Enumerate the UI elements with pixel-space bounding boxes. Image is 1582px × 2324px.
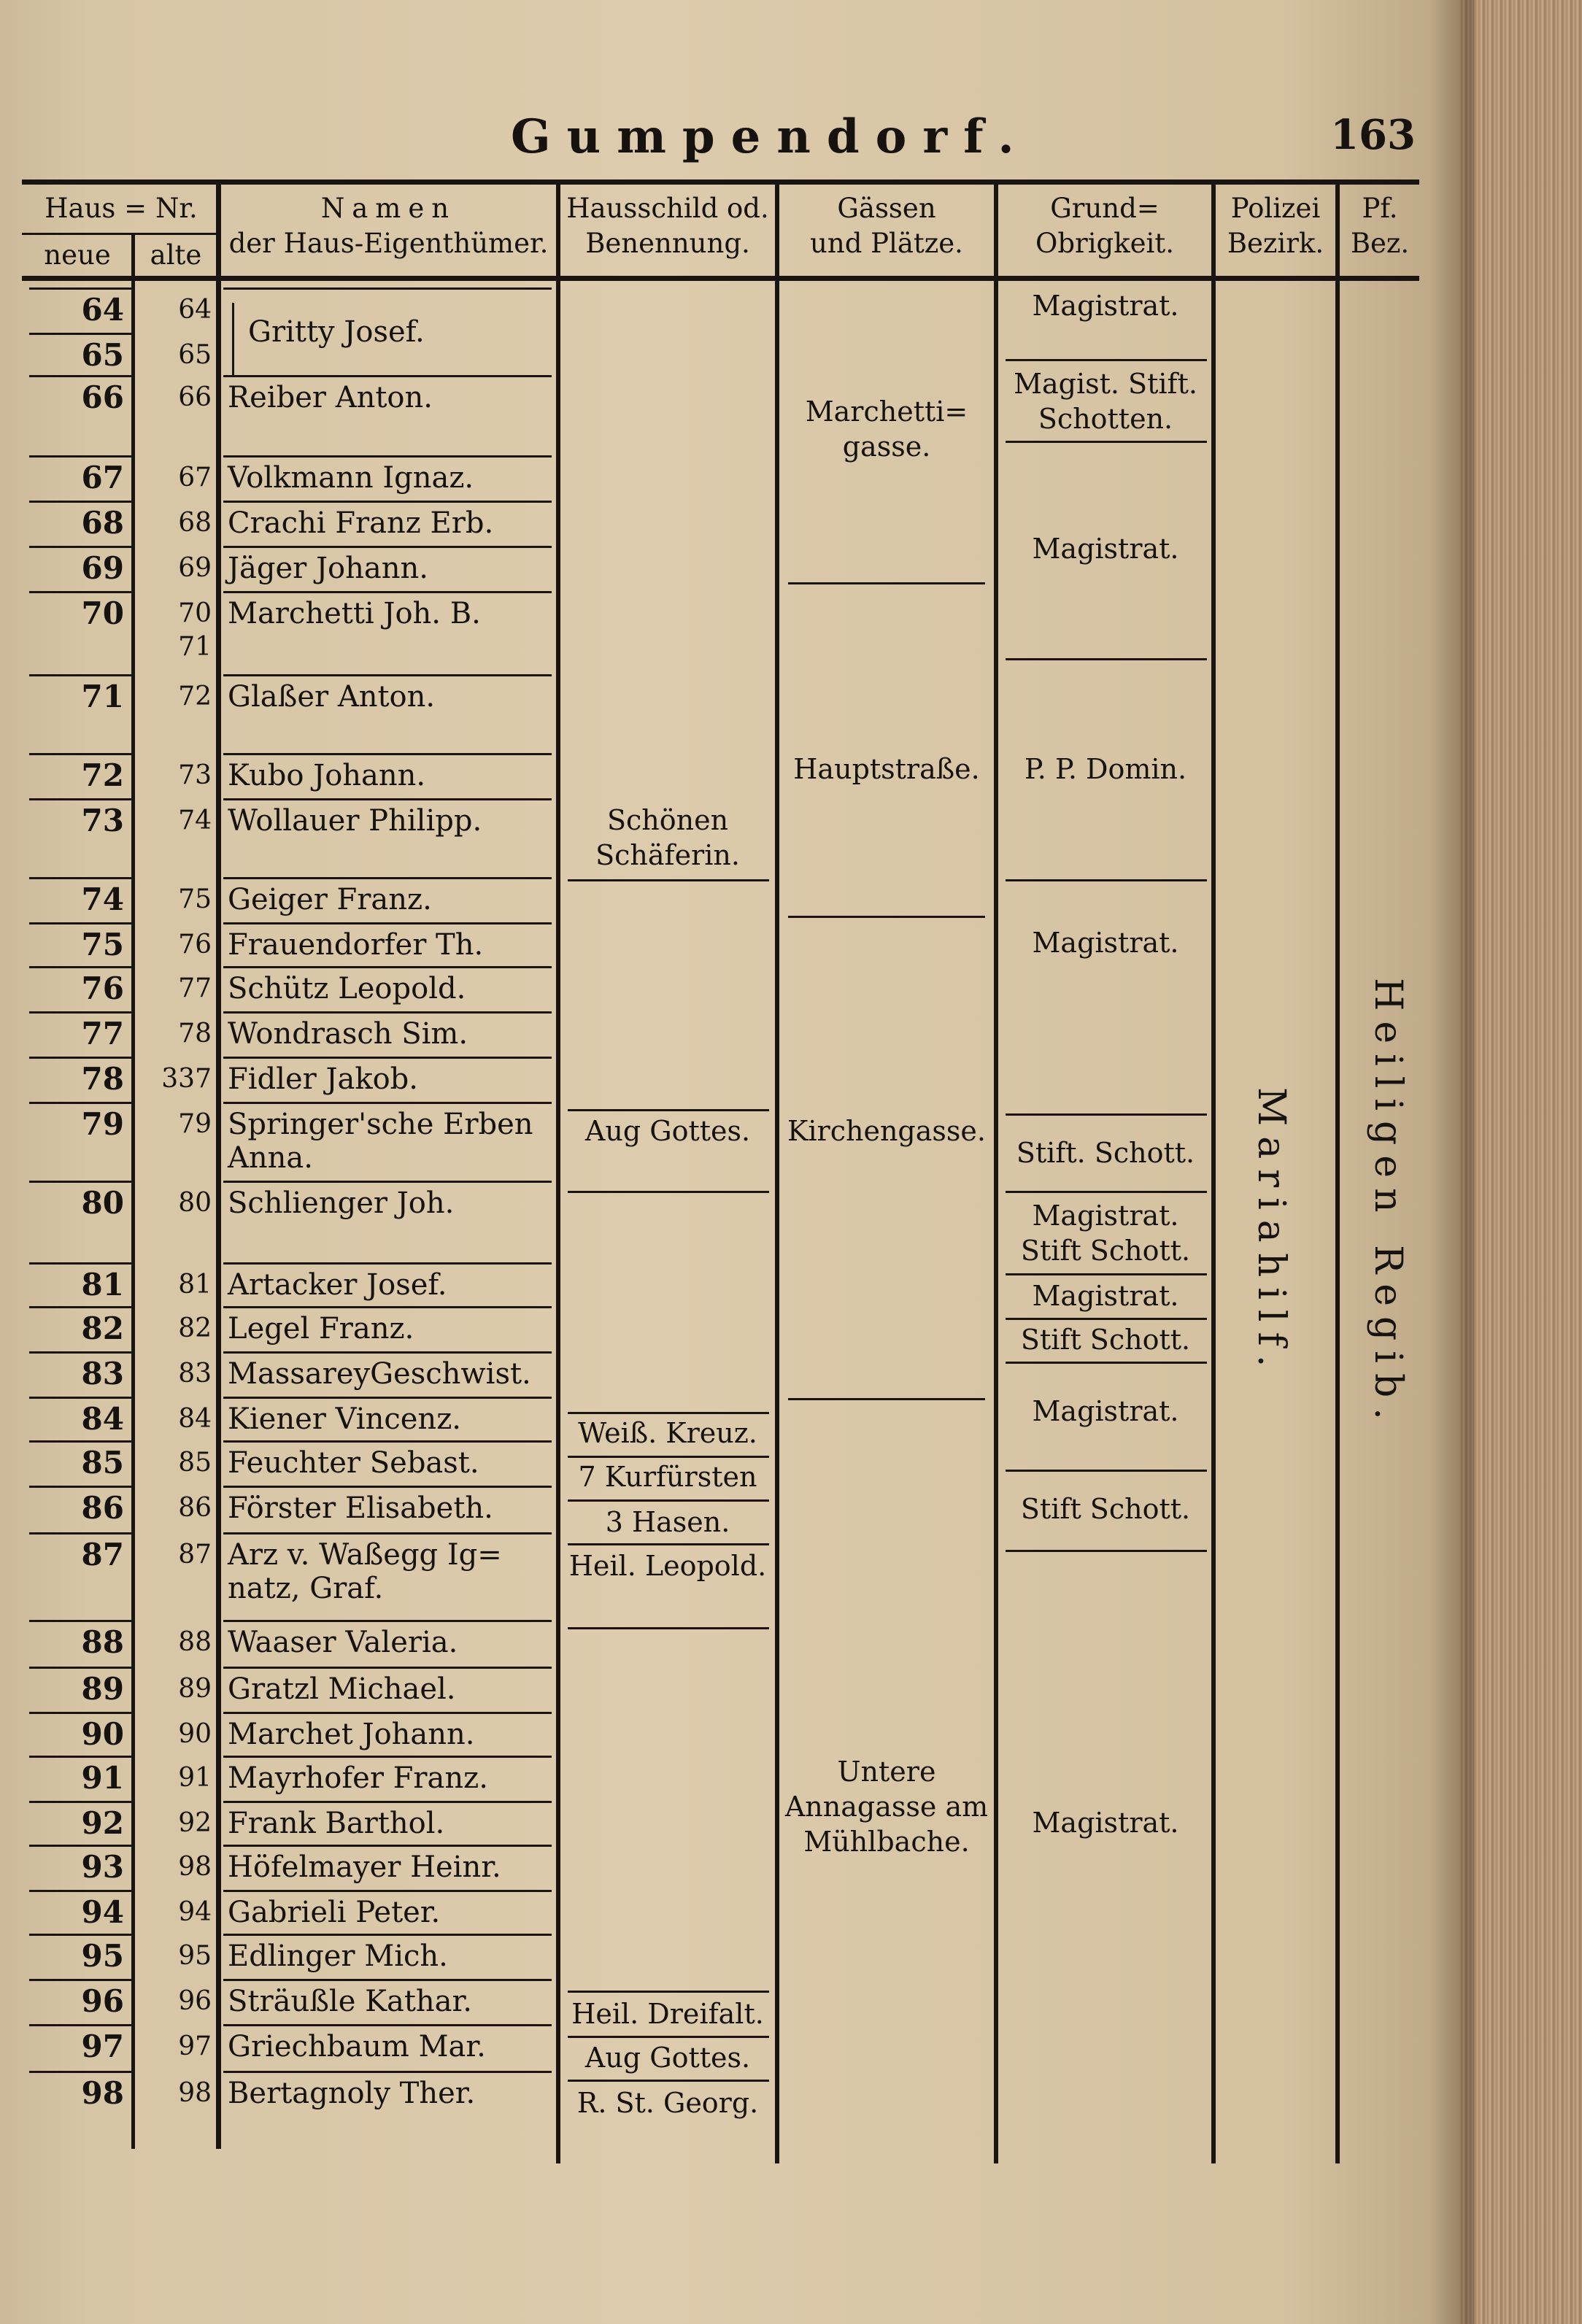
row-alte-number: 82 [178,1313,212,1343]
grund-pp-domin: P. P. Domin. [1024,753,1187,785]
header-pf: Pf. [1362,193,1398,224]
grund-magistrat-64: Magistrat. [1032,290,1179,322]
hausschild-rule [568,1543,769,1545]
row-owner-name: Jäger Johann. [228,552,428,585]
gutter-shadow [1430,0,1474,2324]
row-rule [223,2071,552,2073]
row-alte-number: 87 [178,1540,212,1570]
row-rule [223,753,552,755]
grund-stift-schott-79: Stift. Schott. [1016,1137,1195,1169]
row-rule [223,1845,552,1847]
header-neue: neue [44,239,111,271]
row-owner-name: Mayrhofer Franz. [228,1761,488,1795]
grund-rule [1006,1470,1207,1472]
row-rule [29,1486,131,1488]
row-rule [29,1397,131,1399]
row-rule [223,1306,552,1308]
row-neue-number: 83 [81,1356,124,1391]
row-alte-number: 337 [161,1064,212,1094]
grund-rule [1006,359,1207,361]
hausschild-weiss-kreuz: Weiß. Kreuz. [578,1417,757,1449]
row-alte-number: 90 [178,1719,212,1749]
row-alte-number: 67 [178,463,212,493]
header-namen: Namen [320,193,457,224]
header-polizei-sub: Bezirk. [1227,228,1324,259]
hausschild-rule [568,1456,769,1458]
row-alte-number: 98 [178,1852,212,1882]
col-rule-grund [994,182,998,2163]
row-owner-name: Schütz Leopold. [228,972,466,1005]
row-rule [223,966,552,968]
row-owner-name: Geiger Franz. [228,883,432,916]
row-rule [29,966,131,968]
row-alte-number: 92 [178,1808,212,1838]
page-edges [1459,0,1582,2324]
row-owner-name: Frank Barthol. [228,1807,445,1840]
row-neue-number: 64 [81,292,124,328]
row-neue-number: 72 [81,757,124,793]
row-alte-number: 83 [178,1359,212,1389]
grund-magistrat-84: Magistrat. [1032,1395,1179,1427]
row-owner-name: Glaßer Anton. [228,680,436,714]
row-rule [223,287,552,290]
grund-rule [1006,879,1207,881]
row-rule [223,1057,552,1059]
grund-rule [1006,1318,1207,1320]
grund-magistrat-81: Magistrat. [1032,1280,1179,1312]
row-owner-name: Artacker Josef. [228,1268,447,1302]
grund-rule [1006,658,1207,660]
hausschild-rule [568,2080,769,2082]
row-owner-name: Crachi Franz Erb. [228,506,494,540]
row-alte-number: 91 [178,1763,212,1793]
row-owner-name: Gritty Josef. [248,315,425,349]
row-neue-number: 93 [81,1849,124,1885]
row-rule [29,591,131,593]
hausschild-heil-dreifalt: Heil. Dreifalt. [571,1998,764,2030]
row-rule [29,1306,131,1308]
row-owner-name: Wollauer Philipp. [228,804,482,838]
row-alte-number: 65 [178,340,212,370]
grund-rule [1006,1113,1207,1116]
row-owner-name: Arz v. Waßegg Ig= [228,1538,502,1572]
row-rule [29,333,131,335]
row-rule [223,922,552,924]
page-title: Gumpendorf. [511,109,1030,164]
col-rule-polizei [1211,182,1216,2163]
row-rule [223,1351,552,1354]
row-rule [223,798,552,800]
row-neue-number: 88 [81,1624,124,1660]
header-pf-sub: Bez. [1350,228,1410,259]
row-rule [29,1440,131,1443]
row-neue-number: 94 [81,1894,124,1930]
row-neue-number: 84 [81,1401,124,1437]
row-rule [29,546,131,548]
row-rule [223,1934,552,1936]
row-rule [29,1011,131,1014]
row-rule [29,1890,131,1892]
gasse-hauptstrasse: Hauptstraße. [793,753,980,785]
row-owner-name-cont: Anna. [228,1141,313,1175]
gassen-rule [788,1398,985,1400]
row-alte-number: 80 [178,1188,212,1218]
row-rule [223,591,552,593]
grund-rule [1006,1191,1207,1193]
hausnr-sub-rule [22,233,217,235]
row-rule [29,798,131,800]
header-polizei: Polizei [1230,193,1321,224]
row-alte-number: 88 [178,1627,212,1657]
row-alte-number: 98 [178,2078,212,2108]
row-alte-number: 75 [178,884,212,914]
row-owner-name: Fidler Jakob. [228,1062,418,1096]
grund-rule [1006,1273,1207,1275]
row-alte-number: 74 [178,806,212,835]
row-rule [223,674,552,676]
row-rule [29,501,131,503]
hausschild-rule [568,1109,769,1111]
col-rule-pf [1335,182,1340,2163]
row-rule [29,753,131,755]
row-alte-number: 86 [178,1493,212,1523]
row-rule [223,375,552,377]
polizei-bezirk-label: Mariahilf. [1249,1087,1293,1378]
row-owner-name-cont: natz, Graf. [228,1572,384,1605]
col-rule-gassen [775,182,779,2163]
gasse-untere-annagasse: Untere Annagasse am Mühlbache. [784,1756,989,1858]
grund-magist-stift: Magist. Stift. Schotten. [1014,368,1197,435]
row-rule [223,1756,552,1758]
row-neue-number: 67 [81,460,124,495]
row-owner-name: Höfelmayer Heinr. [228,1850,501,1884]
row-neue-number: 69 [81,550,124,586]
row-owner-name: Kubo Johann. [228,759,426,792]
row-neue-number: 97 [81,2028,124,2064]
row-owner-name: Waaser Valeria. [228,1626,458,1659]
row-alte-number: 97 [178,2031,212,2061]
row-alte-number: 96 [178,1986,212,2016]
row-alte-number: 77 [178,973,212,1003]
row-alte-number: 81 [178,1270,212,1300]
header-hausschild: Hausschild od. [566,193,769,224]
row-owner-name: Gratzl Michael. [228,1672,456,1706]
row-rule [223,1262,552,1265]
row-neue-number: 73 [81,803,124,838]
row-rule [29,455,131,458]
grund-rule [1006,1550,1207,1552]
row-alte-number: 78 [178,1019,212,1049]
row-rule [223,1440,552,1443]
row-neue-number: 78 [81,1061,124,1097]
row-owner-name: Feuchter Sebast. [228,1446,479,1480]
row-neue-number: 65 [81,337,124,373]
gasse-marchetti: Marchetti= gasse. [805,395,968,463]
row-neue-number: 89 [81,1671,124,1707]
row-alte-number: 76 [178,930,212,960]
grund-stift-schott-82: Stift Schott. [1020,1324,1191,1356]
row-rule [29,375,131,377]
gassen-rule [788,582,985,584]
row-neue-number: 91 [81,1760,124,1796]
row-neue-number: 75 [81,927,124,962]
gasse-kirchengasse: Kirchengasse. [787,1115,986,1147]
row-rule [29,1057,131,1059]
col-rule-name [216,182,221,2149]
row-owner-name: MassareyGeschwist. [228,1357,531,1391]
row-alte-number: 73 [178,760,212,790]
hausschild-aug-gottes-97: Aug Gottes. [584,2042,751,2074]
header-namen-sub: der Haus-Eigenthümer. [228,228,549,259]
row-rule [223,1667,552,1669]
row-owner-name: Wondrasch Sim. [228,1017,468,1051]
header-top-rule [22,179,1419,185]
row-rule [223,1486,552,1488]
row-rule [223,1801,552,1803]
row-neue-number: 86 [81,1490,124,1526]
row-rule [29,877,131,879]
hausschild-heil-leopold: Heil. Leopold. [568,1550,767,1582]
hausschild-hasen: 3 Hasen. [605,1506,730,1538]
row-rule [29,1181,131,1183]
row-rule [223,1620,552,1622]
row-rule [223,877,552,879]
row-owner-name: Schlienger Joh. [228,1186,455,1220]
row-neue-number: 92 [81,1805,124,1841]
row-alte-number: 66 [178,382,212,412]
row-neue-number: 87 [81,1537,124,1572]
row-alte-number: 68 [178,508,212,538]
grund-rule [1006,1362,1207,1364]
row-neue-number: 74 [81,881,124,917]
row-rule [29,287,131,290]
row-rule [29,2024,131,2026]
row-neue-number: 90 [81,1716,124,1752]
row-neue-number: 81 [81,1267,124,1302]
row-rule [223,2024,552,2026]
row-neue-number: 77 [81,1016,124,1051]
row-rule [223,1011,552,1014]
hausschild-kurfuersten: 7 Kurfürsten [578,1461,757,1493]
hausschild-rule [568,1191,769,1193]
row-alte-number: 89 [178,1674,212,1704]
hausschild-rule [568,2036,769,2038]
hausschild-rule [568,1499,769,1502]
gassen-rule [788,916,985,918]
header-grund-sub: Obrigkeit. [1035,228,1174,259]
row-rule [223,455,552,458]
row-owner-name: Reiber Anton. [228,381,433,414]
row-owner-name: Bertagnoly Ther. [228,2077,476,2110]
row-owner-name: Springer'sche Erben [228,1108,533,1141]
row-rule [223,1102,552,1104]
row-rule [223,546,552,548]
row-rule [29,1262,131,1265]
row-neue-number: 80 [81,1185,124,1221]
grund-magistrat-68: Magistrat. [1032,533,1179,565]
row-neue-number: 82 [81,1310,124,1346]
header-hausschild-sub: Benennung. [585,228,750,259]
row-alte-number: 95 [178,1941,212,1971]
row-rule [29,1712,131,1714]
row-rule [29,1351,131,1354]
row-owner-name: Gabrieli Peter. [228,1896,441,1929]
row-rule [223,1181,552,1183]
row-alte-number: 70 [178,598,212,628]
header-bottom-rule [22,276,1419,281]
row-rule [29,1845,131,1847]
row-neue-number: 66 [81,379,124,415]
row-owner-name: Volkmann Ignaz. [228,461,474,495]
row-neue-number: 68 [81,505,124,541]
row-rule [223,1979,552,1981]
row-rule [223,501,552,503]
row-rule [223,1397,552,1399]
row-rule [223,1890,552,1892]
row-neue-number: 76 [81,970,124,1006]
row-neue-number: 70 [81,595,124,631]
row-neue-number: 98 [81,2075,124,2111]
row-neue-number: 95 [81,1938,124,1974]
row-alte-number: 85 [178,1448,212,1478]
row-rule [29,922,131,924]
row-owner-name: Marchetti Joh. B. [228,597,481,630]
row-neue-number: 96 [81,1983,124,2019]
row-rule [29,1801,131,1803]
brace-mark [232,303,239,376]
grund-rule [1006,441,1207,443]
row-neue-number: 85 [81,1445,124,1481]
row-rule [223,1532,552,1534]
hausschild-rule [568,1991,769,1993]
hausschild-aug-gottes-79: Aug Gottes. [584,1115,751,1147]
hausschild-rule [568,1412,769,1414]
row-rule [29,2071,131,2073]
row-owner-name: Sträußle Kathar. [228,1985,472,2018]
grund-stift-schott-86: Stift Schott. [1020,1493,1191,1525]
row-owner-name: Edlinger Mich. [228,1939,448,1973]
row-rule [29,1756,131,1758]
row-rule [29,1620,131,1622]
row-rule [29,674,131,676]
row-rule [29,1532,131,1534]
row-alte-number: 72 [178,682,212,711]
row-alte-number-second: 71 [178,632,212,662]
row-rule [29,1934,131,1936]
col-rule-hausschild [556,182,560,2163]
row-rule [29,1102,131,1104]
row-owner-name: Frauendorfer Th. [228,928,484,962]
header-gassen-sub: und Plätze. [810,228,963,259]
header-haus-nr: Haus = Nr. [45,193,198,224]
grund-magistrat-80: Magistrat. Stift Schott. [1020,1200,1191,1267]
page-number: 163 [1330,111,1416,159]
row-owner-name: Kiener Vincenz. [228,1402,461,1436]
row-owner-name: Förster Elisabeth. [228,1491,493,1525]
row-alte-number: 69 [178,553,212,583]
row-rule [29,1667,131,1669]
hausschild-rule [568,1627,769,1629]
header-gassen: Gässen [837,193,936,224]
row-owner-name: Marchet Johann. [228,1718,475,1751]
header-grund: Grund= [1050,193,1160,224]
row-owner-name: Griechbaum Mar. [228,2030,486,2064]
hausschild-rule [568,879,769,881]
row-alte-number: 84 [178,1404,212,1434]
pfarr-bezirk-label: Heiligen Regib. [1366,978,1410,1430]
hausschild-st-georg: R. St. Georg. [576,2087,759,2119]
row-alte-number: 79 [178,1109,212,1139]
header-alte: alte [150,239,202,271]
grund-magistrat-92: Magistrat. [1032,1807,1179,1839]
row-rule [223,1712,552,1714]
hausschild-schoenen: Schönen Schäferin. [595,804,740,871]
row-neue-number: 71 [81,679,124,714]
row-owner-name: Legel Franz. [228,1312,414,1346]
row-neue-number: 79 [81,1106,124,1142]
row-alte-number: 94 [178,1897,212,1927]
row-rule [29,1979,131,1981]
grund-magistrat-75: Magistrat. [1032,927,1179,959]
row-alte-number: 64 [178,295,212,325]
